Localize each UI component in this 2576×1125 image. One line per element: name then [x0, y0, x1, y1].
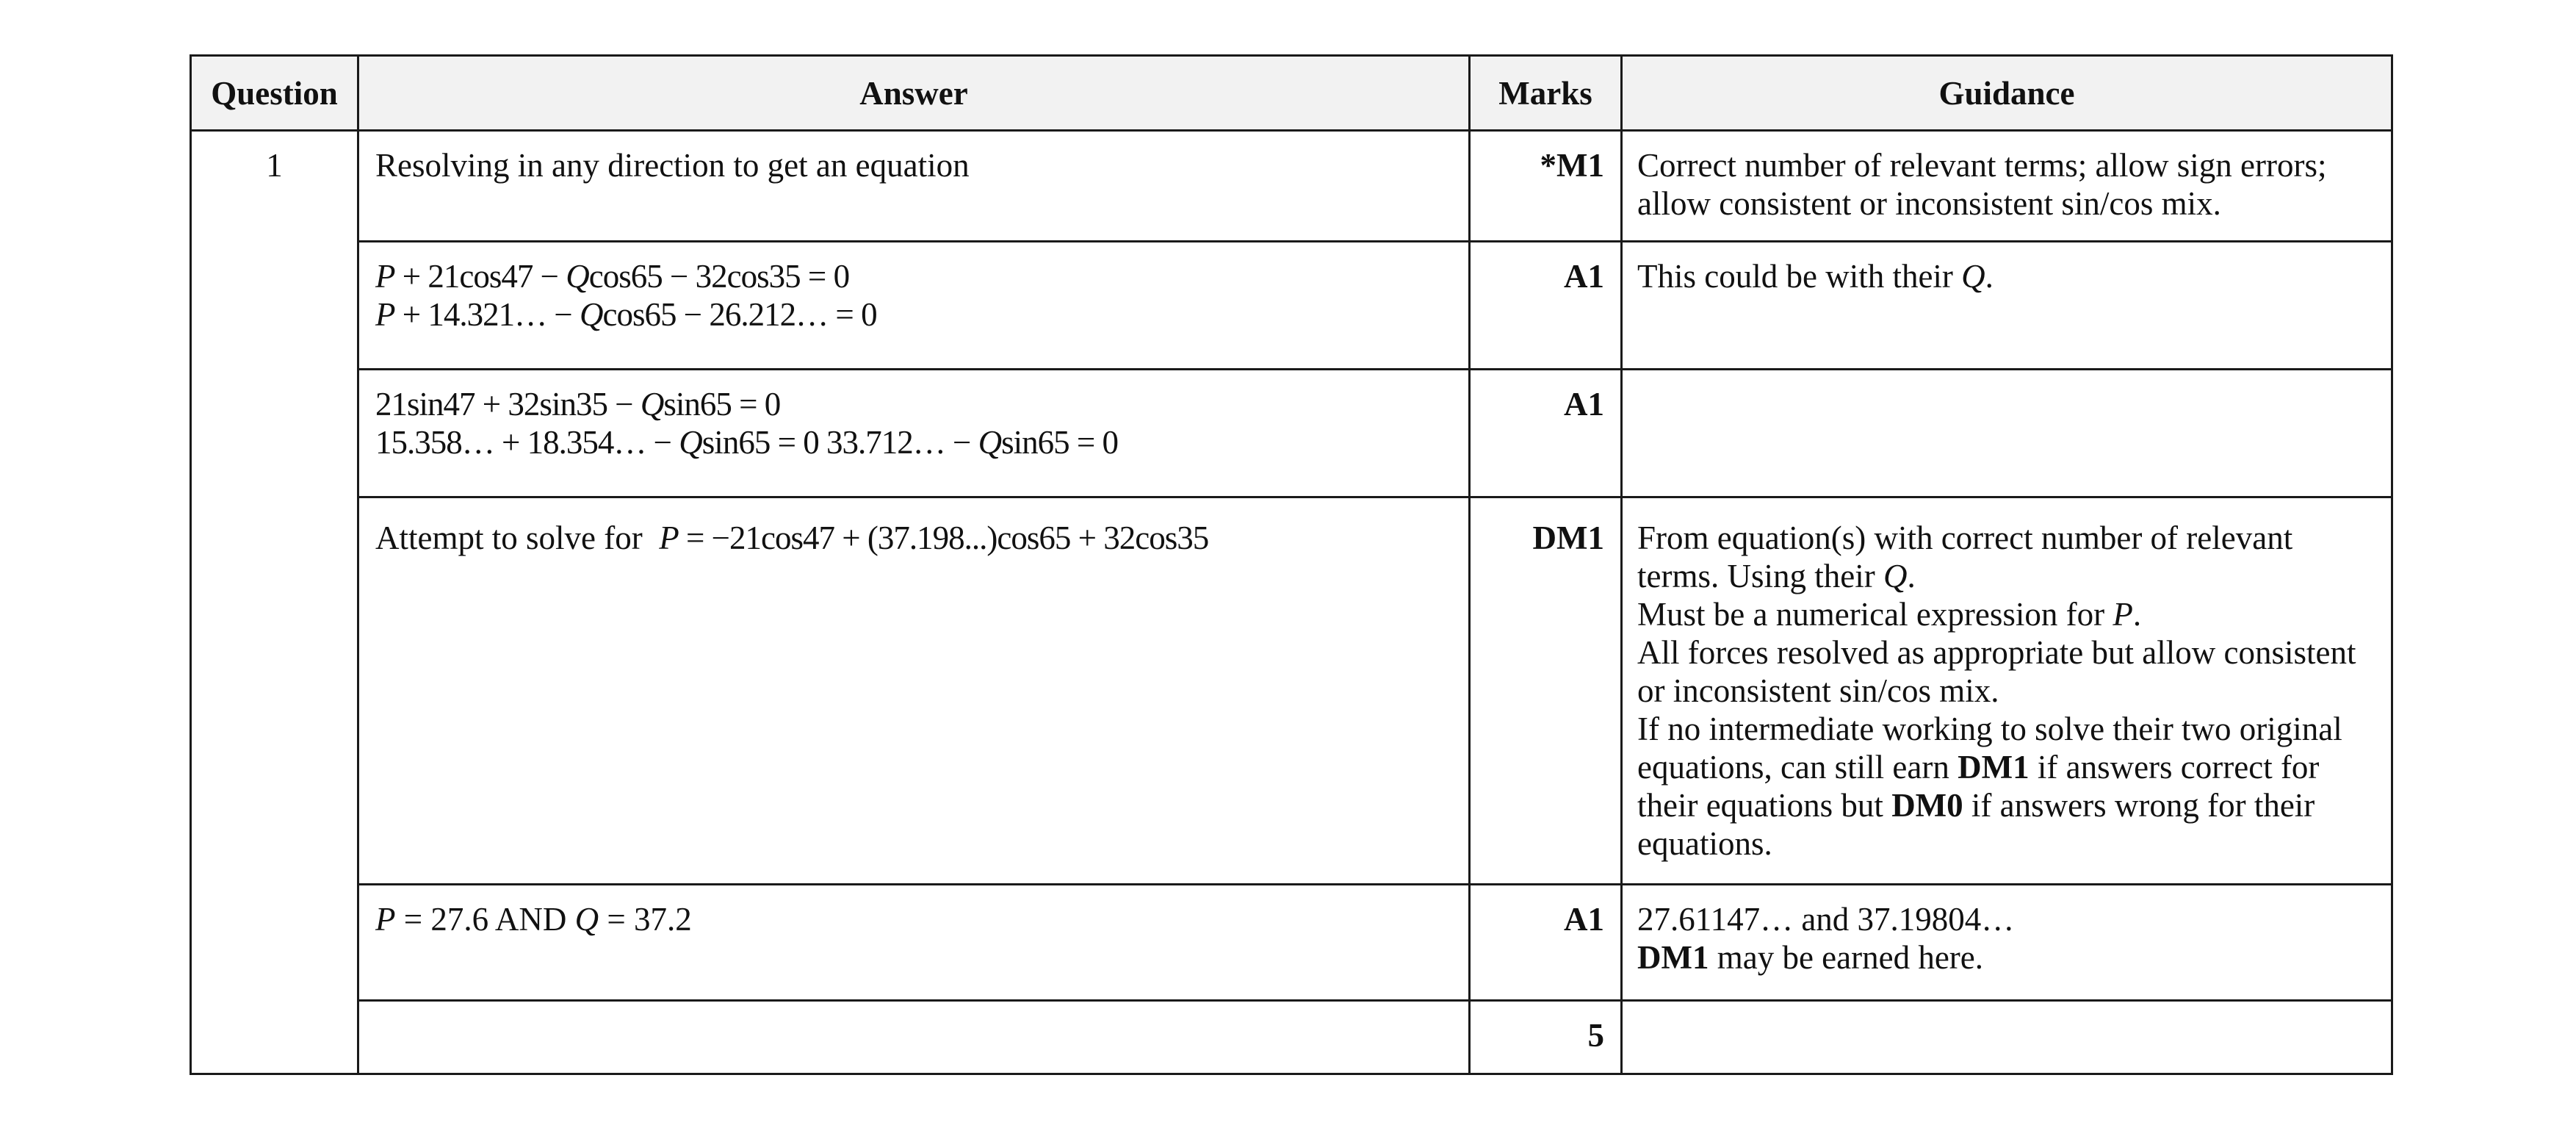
equation-line: P + 21cos47 − Qcos65 − 32cos35 = 0 — [375, 258, 850, 295]
mark-cell: A1 — [1470, 242, 1622, 370]
guidance-line: Must be a numerical expression for P. — [1637, 596, 2142, 633]
guidance-line: their equations but DM0 if answers wrong for their — [1637, 787, 2315, 824]
mark-scheme-table — [190, 54, 2393, 1075]
header-marks: Marks — [1470, 56, 1622, 131]
equation-line: P + 14.321… − Qcos65 − 26.212… = 0 — [375, 296, 877, 333]
guidance-line: If no intermediate working to solve their two original — [1637, 711, 2342, 747]
mark-cell: A1 — [1470, 885, 1622, 1001]
guidance-text: . — [1985, 258, 1994, 295]
equation-line: 15.358… + 18.354… − Qsin65 = 0 33.712… − Qsin65 = 0 — [375, 424, 1119, 461]
header-row — [191, 56, 2392, 131]
mark-cell: *M1 — [1470, 131, 1622, 242]
table-row — [191, 885, 2392, 1001]
answer-cell — [358, 242, 1470, 370]
guidance-line: Correct number of relevant terms; allow sign errors; — [1637, 147, 2327, 184]
answer-prefix: Attempt to solve for — [375, 520, 643, 556]
guidance-cell — [1622, 242, 2392, 370]
guidance-line: All forces resolved as appropriate but allow consistent — [1637, 634, 2356, 671]
guidance-line: equations, can still earn DM1 if answers correct for — [1637, 749, 2320, 786]
answer-text: = 27.6 AND — [395, 901, 575, 938]
answer-cell — [358, 1001, 1470, 1074]
guidance-line: equations. — [1637, 825, 1772, 862]
guidance-line: allow consistent or inconsistent sin/cos mix. — [1637, 185, 2221, 222]
table-row — [191, 370, 2392, 497]
question-number: 1 — [191, 131, 358, 1074]
answer-cell — [358, 131, 1470, 242]
guidance-text: This could be with their — [1637, 258, 1962, 295]
header-answer: Answer — [358, 56, 1470, 131]
table-row — [191, 242, 2392, 370]
answer-variable: Q — [574, 901, 599, 938]
header-question: Question — [191, 56, 358, 131]
guidance-line: terms. Using their Q. — [1637, 558, 1916, 594]
table-row — [191, 131, 2392, 242]
guidance-cell — [1622, 131, 2392, 242]
guidance-cell — [1622, 370, 2392, 497]
header-guidance: Guidance — [1622, 56, 2392, 131]
total-mark: 5 — [1470, 1001, 1622, 1074]
guidance-line: 27.61147… and 37.19804… — [1637, 901, 2015, 938]
guidance-cell — [1622, 885, 2392, 1001]
guidance-line: DM1 may be earned here. — [1637, 939, 1984, 976]
answer-cell — [358, 370, 1470, 497]
answer-text: Resolving in any direction to get an equation — [375, 147, 970, 184]
guidance-cell — [1622, 497, 2392, 885]
table-row — [191, 1001, 2392, 1074]
table-row — [191, 497, 2392, 885]
mark-cell: A1 — [1470, 370, 1622, 497]
answer-cell — [358, 885, 1470, 1001]
mark-cell: DM1 — [1470, 497, 1622, 885]
equation-line: P = −21cos47 + (37.198...)cos65 + 32cos35 — [659, 520, 1209, 556]
answer-text: = 37.2 — [599, 901, 692, 938]
guidance-line: From equation(s) with correct number of relevant — [1637, 520, 2293, 556]
answer-variable: P — [375, 901, 396, 938]
equation-line: 21sin47 + 32sin35 − Qsin65 = 0 — [375, 386, 781, 423]
answer-cell — [358, 497, 1470, 885]
guidance-cell — [1622, 1001, 2392, 1074]
guidance-variable: Q — [1961, 258, 1985, 295]
guidance-line: or inconsistent sin/cos mix. — [1637, 672, 1999, 709]
